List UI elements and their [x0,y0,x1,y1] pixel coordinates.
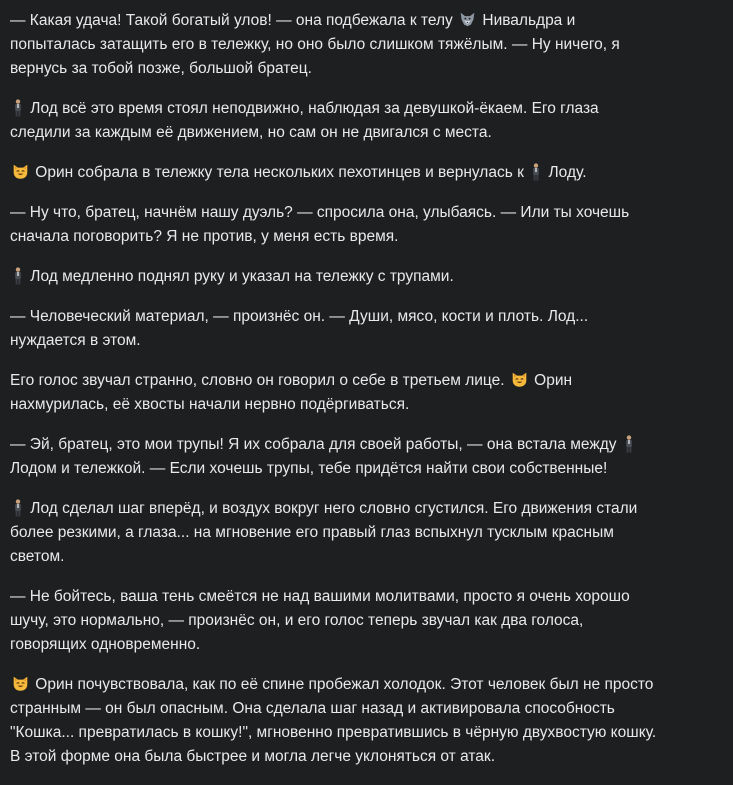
text-segment: — Какая удача! Такой богатый улов! — она подбежала к телу [10,12,458,29]
text-segment: Его голос звучал странно, словно он говорил о себе в третьем лице. [10,372,509,389]
message-paragraph [10,497,660,569]
text-segment: Лодом и тележкой. — Если хочешь трупы, тебе придётся найти свои собственные! [10,460,608,477]
message-paragraph [10,433,660,481]
message-paragraph [10,369,660,417]
text-segment: Орин почувствовала, как по её спине пробежал холодок. Этот человек был не просто странным — он был опасным. Она сделала шаг назад и активировала способность "Кошка... превратилась в кошку!", мгновенно превратившись в чёрную двухвостую кошку. В этой форме она была быстрее и могла легче уклоняться от атак. [10,676,657,765]
text-segment: — Не бойтесь, ваша тень смеётся не над вашими молитвами, просто я очень хорошо шучу, это нормально, — произнёс он, и его голос теперь звучал как два голоса, говорящих одновременно. [10,588,630,653]
text-segment: Нивальдра и попыталась затащить его в тележку, но оно было слишком тяжёлым. — Ну ничего, я вернусь за тобой позже, большой братец. [10,12,620,77]
message-paragraph [10,9,660,81]
text-segment: — Эй, братец, это мои трупы! Я их собрала для своей работы, — она встала между [10,436,621,453]
text-segment: Лоду. [544,164,587,181]
message-paragraph [10,161,660,185]
message-paragraph [10,97,660,145]
text-segment: Орин нахмурилась, её хвосты начали нервно подёргиваться. [10,372,573,413]
man-icon [530,163,542,180]
man-icon [12,499,24,516]
message-paragraph [10,201,660,249]
text-segment: Лод сделал шаг вперёд, и воздух вокруг него словно сгустился. Его движения стали более резкими, а глаза... на мгновение его правый глаз вспыхнул тусклым красным светом. [10,500,638,565]
message-paragraph [10,585,660,657]
cat-face-icon [12,675,29,692]
man-icon [12,99,24,116]
message-paragraph [10,305,660,353]
message-paragraph [10,673,660,769]
message-body [10,9,660,785]
message-paragraph [10,265,660,289]
cat-face-icon [511,371,528,388]
cat-face-icon [12,163,29,180]
text-segment: Лод медленно поднял руку и указал на тележку с трупами. [26,268,454,285]
text-segment: — Человеческий материал, — произнёс он. — Души, мясо, кости и плоть. Лод... нуждается в этом. [10,308,589,349]
text-segment: Орин собрала в тележку тела нескольких пехотинцев и вернулась к [31,164,529,181]
wolf-icon [459,11,476,28]
text-segment: Лод всё это время стоял неподвижно, наблюдая за девушкой-ёкаем. Его глаза следили за каждым её движением, но сам он не двигался с места. [10,100,599,141]
text-segment: — Ну что, братец, начнём нашу дуэль? — спросила она, улыбаясь. — Или ты хочешь сначала поговорить? Я не против, у меня есть время. [10,204,630,245]
man-icon [623,435,635,452]
man-icon [12,267,24,284]
